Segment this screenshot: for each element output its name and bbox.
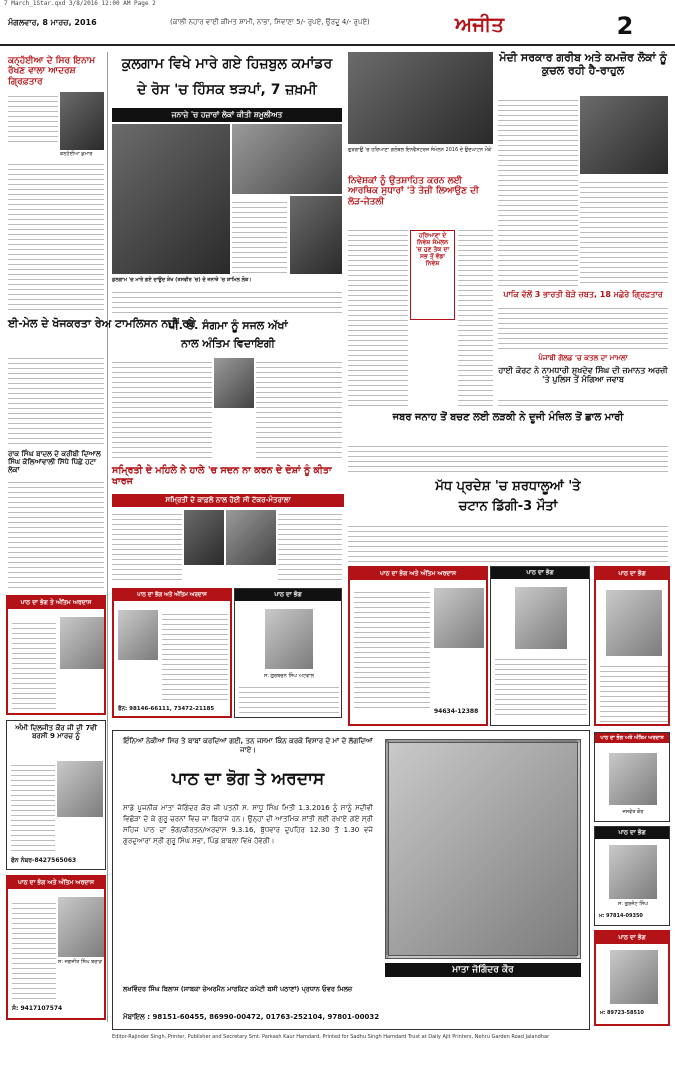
ad-phone: ਸੰ: 9417107574 (12, 1005, 63, 1012)
obituary-ad-center-1 (112, 588, 232, 718)
sangma-headline-line2: ਨਾਲ ਅੰਤਿਮ ਵਿਦਾਇਗੀ (181, 337, 275, 350)
kanhaiya-caption: ਕਨ੍ਹੱਈਆ ਕੁਮਾਰ (60, 151, 93, 157)
barsi-ad (6, 720, 106, 870)
ad-caption: ਜਸਵੰਤ ਕੌਰ (622, 809, 644, 815)
dyal-singh-headline: ਰਾਕ ਸਿੰਘ ਬਾਦਲ ਦੇ ਕਰੀਬੀ ਦਿਆਲ ਸਿੰਘ ਕੋਲਿਆਂਵਾਲੀ ਸਿੱਧੇ ਪਿੱਛੇ ਹਟਾ ਲੋਕਾਂ (8, 450, 101, 475)
obituary-ad-left-1 (6, 595, 106, 715)
smriti-subhead: ਸਮ੍ਰਿਤੀ ਦੇ ਕਾਫ਼ਲੇ ਨਾਲ ਹੋਈ ਸੀ ਟੱਕਰ-ਮੰਤਰਾਲਾ (112, 494, 344, 507)
barsi-portrait (57, 761, 103, 817)
big-ad-caption: ਮਾਤਾ ਜੋਗਿੰਦਰ ਕੌਰ (385, 963, 581, 977)
barsi-title: ਅੰਮੀ ਦਿਲਜੀਤ ਕੌਰ ਜੀ ਦੀ 7ਵੀਂ ਬਰਸੀ 9 ਮਾਰਚ ਨੂੰ (15, 724, 97, 741)
ad-title: ਪਾਠ ਦਾ ਭੋਗ ਅਤੇ ਅੰਤਿਮ ਅਰਦਾਸ (350, 568, 486, 580)
kanhaiya-body (8, 160, 104, 310)
lead-headline-line1: ਕੁਲਗਾਮ ਵਿਖੇ ਮਾਰੇ ਗਏ ਹਿਜ਼ਬੁਲ ਕਮਾਂਡਰ (121, 56, 333, 72)
ad-text (495, 655, 587, 719)
smriti-headline: ਸਮ੍ਰਿਤੀ ਦੇ ਮਹਿਲੇ ਨੇ ਹਾਲੇ 'ਚ ਸਦਨ ਨਾ ਕਰਨ ਦੇ ਦੋਸ਼ਾਂ ਨੂੰ ਕੀਤਾ ਖਾਰਜ (112, 465, 332, 487)
sukhdev-headline: ਹਾਈ ਕੋਰਟ ਨੇ ਨਾਮਧਾਰੀ ਸੁਖਦੇਵ ਸਿੰਘ ਦੀ ਜ਼ਮਾਨਤ ਅਰਜ਼ੀ 'ਤੇ ਪੁਲਿਸ ਤੋਂ ਮੰਗਿਆ ਜਵਾਬ (498, 366, 668, 385)
rahul-body-2 (580, 178, 668, 286)
jaitley-pullquote-box (410, 230, 455, 320)
dyal-singh-body (8, 478, 104, 588)
issue-date: ਮੰਗਲਵਾਰ, 8 ਮਾਰਚ, 2016 (8, 18, 97, 27)
big-ad-body: ਸਾਡੇ ਪੂਜਨੀਕ ਮਾਤਾ ਜੋਗਿੰਦਰ ਕੌਰ ਜੀ ਪਤਨੀ ਸ. ਸਾਧੂ ਸਿੰਘ ਮਿਤੀ 1.3.2016 ਨੂੰ ਸਾਨੂੰ ਸਦੀਵੀ ਵਿਛੋੜਾ ਦੇ ਕੇ ਗੁਰੂ ਚਰਨਾਂ ਵਿਚ ਜਾ ਬਿਰਾਜੇ ਹਨ। ਉਨ੍ਹਾਂ ਦੀ ਆਤਮਿਕ ਸ਼ਾਂਤੀ ਲਈ ਰਖਾਏ ਗਏ ਸ੍ਰੀ ਸਹਿਜ ਪਾਠ ਦਾ ਭੋਗ/ਕੀਰਤਨ/ਅਰਦਾਸ 9.3.16, ਬੁੱਧਵਾਰ ਦੁਪਹਿਰ 12.30 ਤੋਂ 1.30 ਵਜੇ ਗੁਰਦੁਆਰਾ ਸ੍ਰੀ ਗੁਰੂ ਸਿੰਘ ਸਭਾ, ਪਿੰਡ ਬਾਬਲਾ ਵਿਖੇ ਹੋਵੇਗੀ। (123, 804, 373, 845)
ad-portrait (515, 587, 567, 649)
lead-inset-photo (232, 124, 342, 194)
ad-title: ਪਾਠ ਦਾ ਭੋਗ (491, 567, 589, 579)
rahul-photo (580, 96, 668, 174)
lead-headline-line2: ਦੇ ਰੋਸ 'ਚ ਹਿੰਸਕ ਝੜਪਾਂ, 7 ਜ਼ਖ਼ਮੀ (137, 82, 317, 98)
email-headline: ਈ-ਮੇਲ ਦੇ ਖੋਜਕਰਤਾ ਰੇਅ ਟਾਮਲਿਸਨ ਨਹੀਂ ਰਹੇ (8, 317, 196, 330)
ad-title: ਪਾਠ ਦਾ ਭੋਗ (235, 589, 341, 601)
ad-title: ਪਾਠ ਦਾ ਭੋਗ (596, 932, 668, 944)
big-ad-quote: ਇੰਨਿਆਂ ਨੇਕੀਆਂ ਸਿਰ ਤੇ ਬਾਬਾਂ ਕਰਦਿਆਂ ਗਈ, ਤਨ ਜਸਮਾ ਕਿੰਨ ਕਰਕੇ ਵਿਸਾਰ ਦੇ ਮਾਂ ਦੇ ਲੱਗਦਿਆਂ ਜਾਏ। (123, 737, 373, 754)
ad-portrait (434, 588, 484, 648)
barsi-text (11, 761, 55, 851)
ad-title: ਪਾਠ ਦਾ ਭੋਗ ਤੇ ਅੰਤਿਮ ਅਰਦਾਸ (8, 597, 104, 609)
ad-portrait (609, 753, 657, 805)
ad-phone: ਮ: 89723-58510 (600, 1010, 644, 1016)
big-ad-phone: ਮੋਬਾਇਲ : 98151-60455, 86990-00472, 01763-252104, 97801-00032 (123, 1013, 380, 1021)
page-number: 2 (616, 12, 634, 40)
ad-caption: ਸ: ਗੁਰਜੰਟ ਸਿੰਘ (618, 901, 648, 907)
lead-body (112, 288, 342, 316)
lead-photo-caption: ਕੁਲਗਾਮ 'ਚ ਮਾਰੇ ਗਏ ਦਾਊਦ ਸ਼ੇਖ (ਤਸਵੀਰ 'ਚ) ਦੇ ਜਨਾਜ਼ੇ 'ਚ ਸ਼ਾਮਿਲ ਲੋਕ। (112, 277, 252, 283)
email-body (8, 354, 104, 444)
newspaper-logo: ਅਜੀਤ (455, 12, 505, 36)
ad-phone: ਮ: 97814-09350 (599, 913, 643, 919)
ad-text (600, 662, 668, 722)
mp-headline-line2: ਚਟਾਨ ਡਿੱਗੀ-3 ਮੌਤਾਂ (458, 499, 558, 514)
investors-summit-caption: ਗੁੜਗਾਉਂ 'ਚ ਹਰਿਆਣਾ ਗਲੋਬਲ ਇਨਵੈਸਟਰਜ਼ ਸੰਮੇਲਨ 2016 ਦੇ ਉਦਘਾਟਨ ਮੌਕੇ (348, 147, 492, 153)
jaitley-headline: ਨਿਵੇਸ਼ਕਾਂ ਨੂੰ ਉਤਸ਼ਾਹਿਤ ਕਰਨ ਲਈ ਆਰਥਿਕ ਸੁਧਾਰਾਂ 'ਤੇ ਤੇਜ਼ੀ ਲਿਆਉਣ ਦੀ ਲੋੜ-ਜੇਤਲੀ (348, 176, 479, 207)
rahul-headline: ਮੋਦੀ ਸਰਕਾਰ ਗਰੀਬ ਅਤੇ ਕਮਜ਼ੋਰ ਲੋਕਾਂ ਨੂੰ ਕੁਚਲ ਰਹੀ ਹੈ-ਰਾਹੁਲ (499, 51, 667, 77)
big-ad-title: ਪਾਠ ਦਾ ਭੋਗ ਤੇ ਅਰਦਾਸ (171, 769, 325, 789)
ad-text (354, 588, 430, 708)
obituary-ad-right-2 (594, 732, 670, 822)
big-ad-family: ਲਖਵਿੰਦਰ ਸਿੰਘ ਬਿਲਾਸ (ਸਾਬਕਾ ਚੇਅਰਮੈਨ ਮਾਰਕਿਟ ਕਮੇਟੀ ਬਸੀ ਪਠਾਣਾਂ) ਪ੍ਰਧਾਨ ਓਵਰ ਮਿਲਜ਼ (123, 985, 353, 993)
ad-portrait (265, 609, 313, 669)
obituary-ad-center-2 (234, 588, 342, 718)
smriti-photo-1 (184, 510, 224, 565)
sangma-photo (214, 358, 254, 408)
girl-headline: ਜਬਰ ਜਨਾਹ ਤੋਂ ਬਚਣ ਲਈ ਲੜਕੀ ਨੇ ਦੂਜੀ ਮੰਜ਼ਿਲ ਤੋਂ ਛਾਲ ਮਾਰੀ (392, 412, 624, 423)
ad-portrait (58, 897, 104, 957)
ad-title: ਪਾਠ ਦਾ ਭੋਗ (596, 568, 668, 580)
pakistan-headline: ਪਾਕਿ ਵੱਲੋਂ 3 ਭਾਰਤੀ ਬੇੜੇ ਜ਼ਬਤ, 18 ਮਛੇਰੇ ਗ੍ਰਿਫ਼ਤਾਰ (503, 290, 663, 299)
obituary-ad-left-2 (6, 875, 106, 1020)
ad-title: ਪਾਠ ਦਾ ਭੋਗ ਅਤੇ ਅੰਤਿਮ ਅਰਦਾਸ (114, 590, 230, 601)
obituary-ad-center-3 (348, 566, 488, 726)
ad-text (12, 619, 56, 709)
print-slug: 7 March_1Star.qxd 3/8/2016 12:00 AM Page 2 (4, 0, 156, 7)
jaitley-pullquote: ਹਰਿਆਣਾ ਦੇ ਨਿਵੇਸ਼ ਸੰਮੇਲਨ 'ਚ ਹੁਣ ਤੱਕ ਦਾ ਸਭ ਤੋਂ ਵੱਡਾ ਨਿਵੇਸ਼ (415, 232, 450, 267)
ad-title: ਪਾਠ ਦਾ ਭੋਗ ਅਤੇ ਅੰਤਿਮ ਅਰਦਾਸ (595, 733, 669, 743)
obituary-ad-center-4 (490, 566, 590, 726)
smriti-body-2 (278, 510, 342, 580)
ad-portrait (118, 610, 158, 660)
jaitley-body-2 (458, 226, 493, 406)
price-note: (ਕਾਲੀ ਨਹਾਰ ਵਾਈ ਕੀਮਤ ਸ਼ਾਮੀ, ਨਾਭਾ, ਸਿਵਾਣਾ 5/- ਰੁਪਏ, ਉਰਦੂ 4/- ਰੁਪਏ) (170, 18, 370, 26)
sangma-headline-line1: ਪੀ. ਏ. ਸੰਗਮਾ ਨੂੰ ਸਜਲ ਅੱਖਾਂ (168, 319, 288, 332)
obituary-ad-right-1 (594, 566, 670, 726)
big-ad-portrait (385, 739, 581, 959)
kanhaiya-headline: ਕਨ੍ਹੱਈਆ ਦੇ ਸਿਰ ਇਨਾਮ ਰੱਖਣ ਵਾਲਾ ਆਦਰਸ਼ ਗ੍ਰਿਫ਼ਤਾਰ (8, 56, 96, 87)
girl-body (348, 442, 668, 474)
kanhaiya-text (8, 92, 58, 142)
jaitley-body (348, 226, 408, 406)
ad-text (12, 899, 56, 999)
investors-summit-photo (348, 52, 493, 144)
lead-side-text (232, 198, 287, 274)
lead-subhead: ਜਨਾਜ਼ੇ 'ਚ ਹਜ਼ਾਰਾਂ ਲੋਕਾਂ ਕੀਤੀ ਸ਼ਮੂਲੀਅਤ (112, 108, 342, 122)
rahul-body (498, 96, 578, 286)
barsi-phone: ਫੋਨ ਨੰਬਰ-8427565063 (11, 857, 77, 864)
obituary-ad-right-3 (594, 826, 670, 926)
sangma-body (112, 358, 212, 458)
ad-portrait (610, 950, 658, 1004)
ad-title: ਪਾਠ ਦਾ ਭੋਗ ਅਤੇ ਅੰਤਿਮ ਅਰਦਾਸ (8, 877, 104, 889)
ad-text (162, 610, 228, 700)
mp-headline-line1: ਮੱਧ ਪ੍ਰਦੇਸ਼ 'ਚ ਸ਼ਰਧਾਲੂਆਂ 'ਤੇ (435, 479, 581, 494)
ad-title: ਪਾਠ ਦਾ ਭੋਗ (595, 827, 669, 839)
sukhdev-body (498, 396, 668, 406)
ad-portrait (60, 617, 104, 669)
smriti-body (112, 510, 182, 580)
lead-funeral-photo (112, 124, 230, 274)
imprint-footer: Editor-Rajinder Singh, Printer, Publisher and Secretary Smt. Parkash Kaur Hamdard. Printed for Sadhu Singh Hamdard Trust at Daily Ajit Printers, Nehru Garden Road Jalandhar (112, 1034, 550, 1040)
ad-phone: 94634-12388 (434, 708, 479, 715)
ad-portrait (609, 845, 657, 899)
obituary-ad-right-4 (594, 930, 670, 1026)
obituary-ad-large (112, 730, 590, 1030)
ad-phone: ਫੋਨ: 98146-66111, 73472-21185 (118, 706, 215, 712)
ad-text (239, 683, 339, 713)
lead-portrait-photo (290, 196, 342, 274)
ad-portrait (606, 590, 662, 656)
mp-body (348, 522, 668, 562)
sangma-body-2 (256, 358, 342, 458)
ad-caption: ਸ: ਜਗਜੀਤ ਸਿੰਘ ਬਰਾੜ (58, 959, 103, 965)
smriti-photo-2 (226, 510, 276, 565)
kanhaiya-photo (60, 92, 104, 150)
pakistan-body (498, 304, 668, 350)
ad-caption: ਸ: ਗੁਰਬਚਨ ਸਿੰਘ ਅਟਵਾਲ (263, 673, 315, 679)
sukhdev-kicker: ਪੰਜਾਬੀ ਗੋਲਡ 'ਚ ਕਤਲ ਦਾ ਮਾਮਲਾ (538, 354, 628, 362)
